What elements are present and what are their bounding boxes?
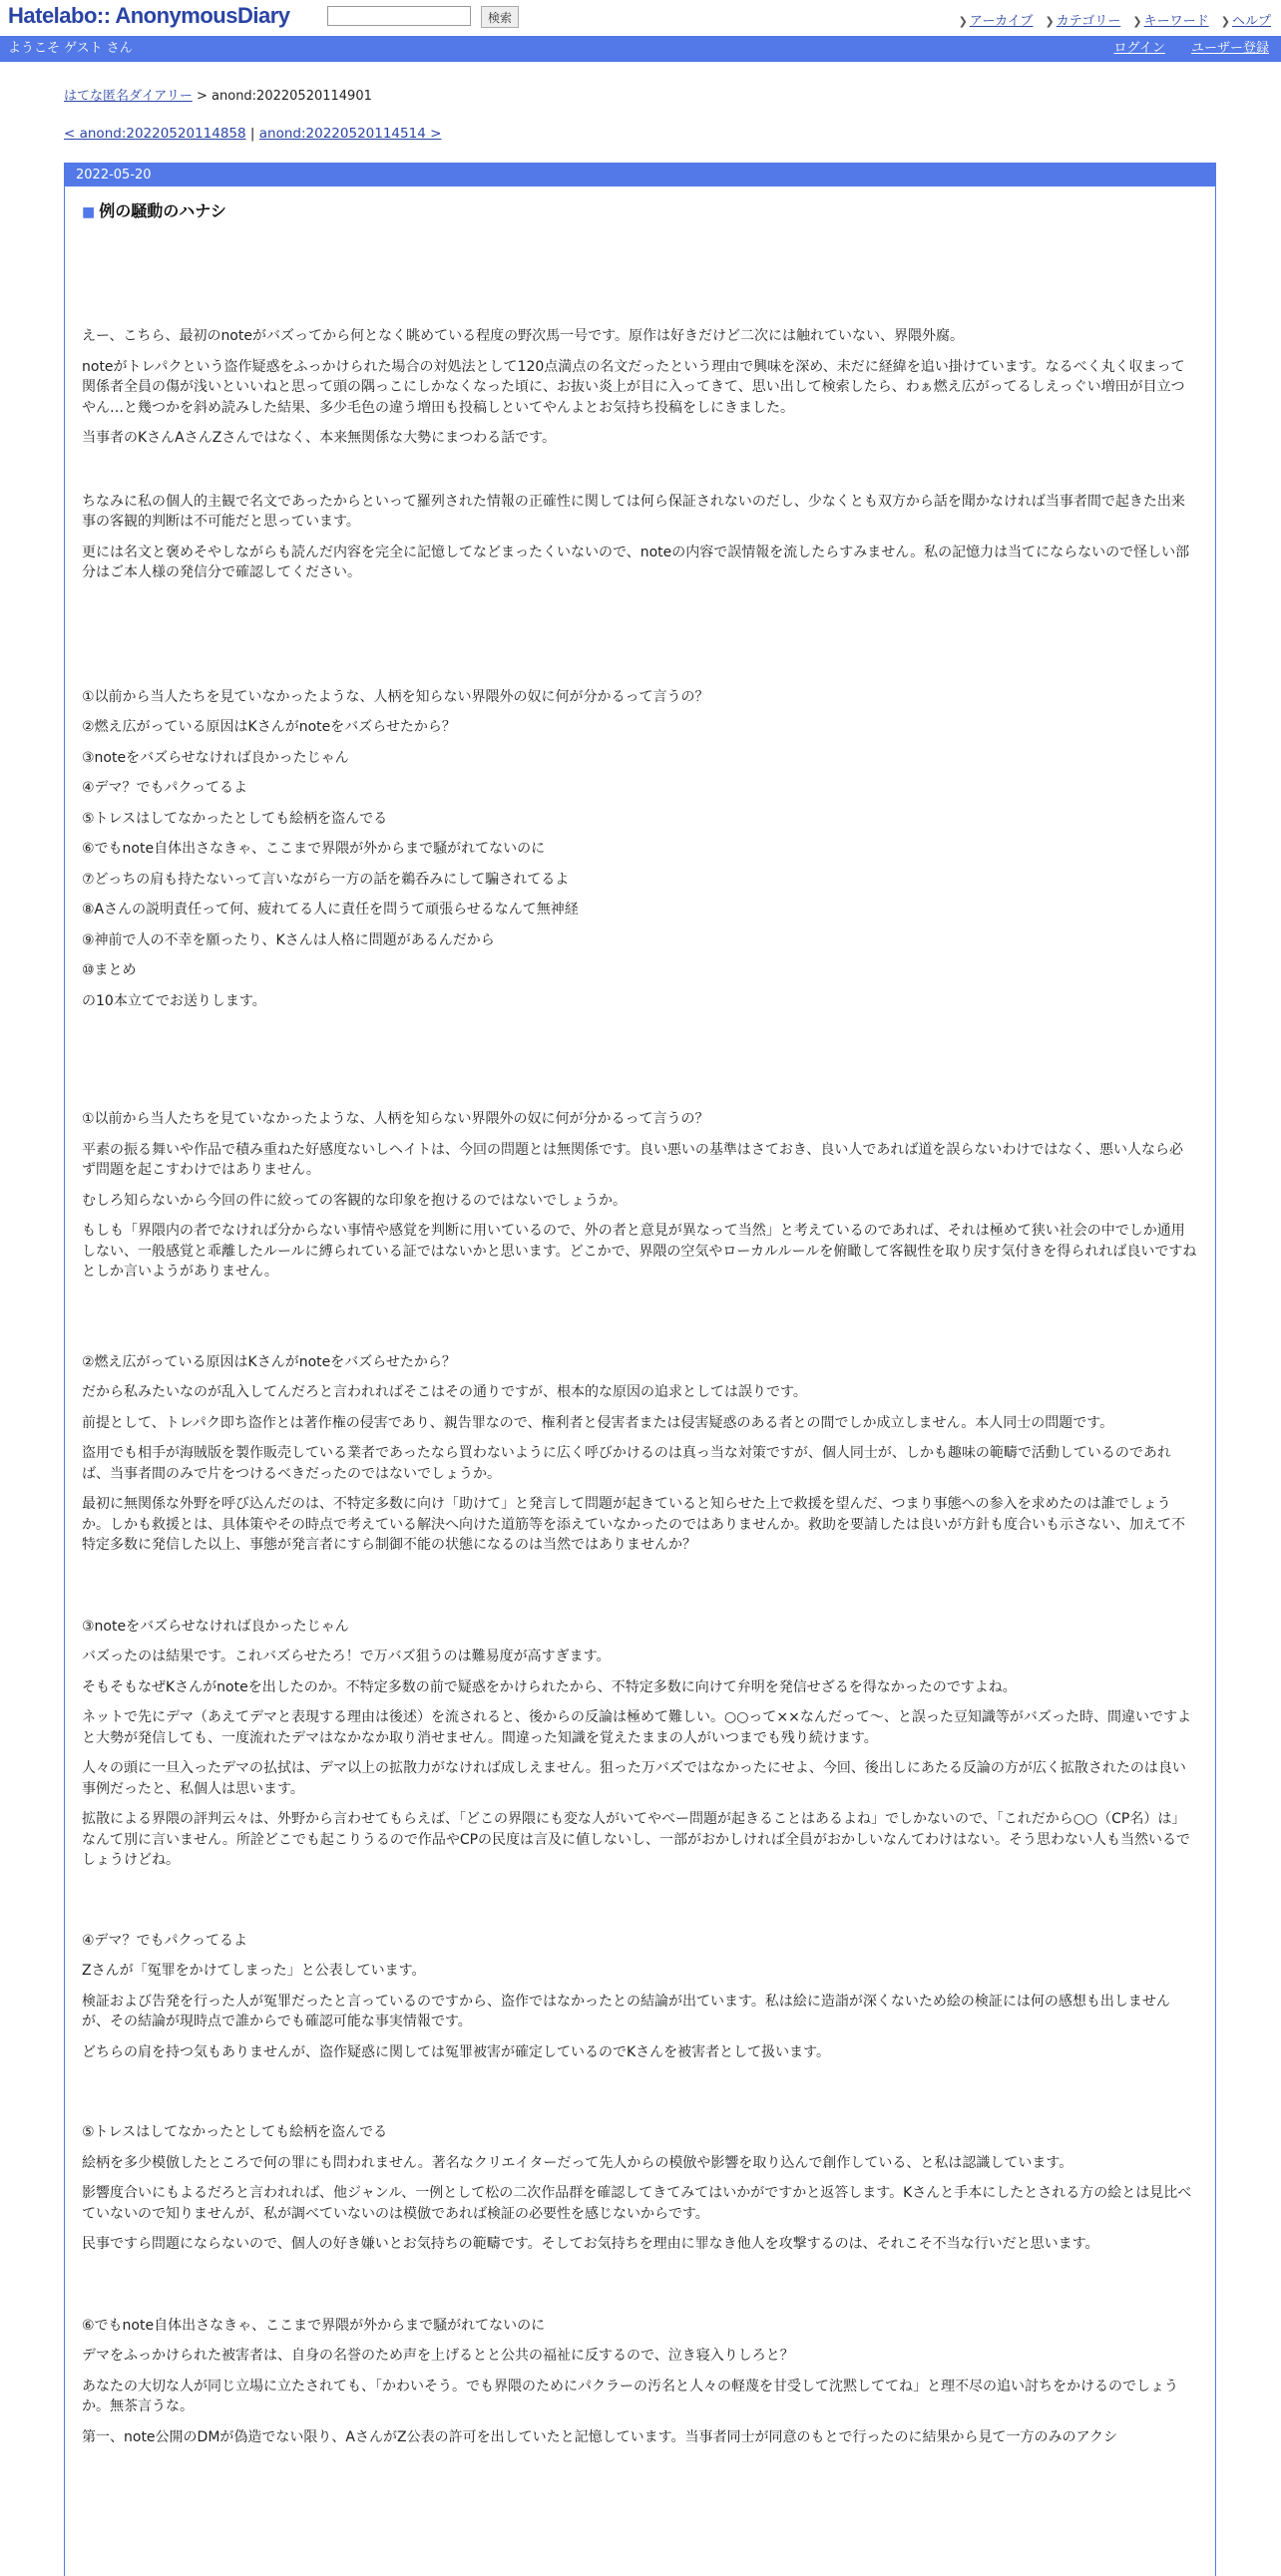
entry-paragraph: 盗用でも相手が海賊版を製作販売している業者であったなら買わないように広く呼びかけるのは真っ当な対策ですが、個人同士が、しかも趣味の範疇で活動しているのであれば、当事者間のみで片をつけるべきだったのではないでしょうか。: [82, 1445, 1171, 1482]
entry-paragraph: 更には名文と褒めそやしながらも読んだ内容を完全に記憶してなどまったくいないので、noteの内容で誤情報を流したらすみません。私の記憶力は当てにならないので怪しい部分はご本人様の発信分で確認してください。: [82, 544, 1190, 580]
entry-paragraph: ⑥でもnote自体出さなきゃ、ここまで界隈が外からまで騒がれてないのに: [82, 841, 546, 857]
title-square-icon[interactable]: ■: [82, 204, 96, 220]
entry-paragraph: むしろ知らないから今回の件に絞っての客観的な印象を抱けるのではないでしょうか。: [82, 1192, 627, 1209]
entry-paragraph: ①以前から当人たちを見ていなかったような、人柄を知らない界隈外の奴に何が分かるって言うの？: [82, 1111, 709, 1127]
pager-separator: |: [249, 126, 255, 142]
search-button[interactable]: 検索: [481, 6, 519, 28]
entry-paragraph: 人々の頭に一旦入ったデマの払拭は、デマ以上の拡散力がなければ成しえません。狙った万バズではなかったにせよ、今回、後出しにあたる反論の方が広く拡散されたのは良い事例だったと、私個人は思います。: [82, 1760, 1186, 1797]
entry-paragraph: ②燃え広がっている原因はKさんがnoteをバズらせたから？: [82, 1353, 456, 1370]
entry-date: 2022-05-20: [65, 164, 1215, 186]
day-section: [64, 163, 1216, 2576]
entry-paragraph: ⑤トレスはしてなかったとしても絵柄を盗んでる: [82, 2124, 388, 2140]
entry-paragraph: ①以前から当人たちを見ていなかったような、人柄を知らない界隈外の奴に何が分かるって言うの？: [82, 688, 709, 705]
entry-paragraph: Zさんが「冤罪をかけてしまった」と公表しています。: [82, 1963, 426, 1979]
next-entry-link[interactable]: anond:20220520114514 >: [258, 126, 442, 142]
archive-link[interactable]: アーカイブ: [969, 14, 1034, 29]
entry-paragraph: 拡散による界隈の評判云々は、外野から言わせてもらえば、「どこの界隈にも変な人がいてやべー問題が起きることはあるよね」でしかないので、「これだから○○（CP名）は」なんて別に言いません。所詮どこでも起こりうるので作品やCPの民度は言及に値しないし、一部がおかしければ全員がおかしいなんてわけはない。そう思わない人も当然いるでしょうけどね。: [82, 1811, 1190, 1868]
entry-paragraph: デマをふっかけられた被害者は、自身の名誉のため声を上げるとと公共の福祉に反するので、泣き寝入りしろと？: [82, 2348, 794, 2364]
entry-paragraph: 第一、note公開のDMが偽造でない限り、AさんがZ公表の許可を出していたと記憶しています。当事者同士が同意のもとで行ったのに結果から見て一方のみのアクシ: [82, 2428, 1118, 2445]
user-bar: [0, 36, 1281, 62]
entry-paragraph: どちらの肩を持つ気もありませんが、盗作疑惑に関しては冤罪被害が確定しているのでKさんを被害者として扱います。: [82, 2043, 831, 2060]
entry-pager: [64, 126, 441, 142]
entry-paragraph: 平素の振る舞いや作品で積み重ねた好感度ないしヘイトは、今回の問題とは無関係です。良い悪いの基準はさておき、良い人であれば道を誤らないわけではなく、悪い人なら必ず問題を起こすわけではありません。: [82, 1141, 1184, 1178]
breadcrumb-current: anond:20220520114901: [212, 89, 372, 104]
entry-paragraph: あなたの大切な人が同じ立場に立たされても、「かわいそう。でも界隈のためにパクラーの汚名と人々の軽蔑を甘受して沈黙しててね」と理不尽の追い討ちをかけるのでしょうか。無茶言うな。: [82, 2378, 1178, 2414]
entry-text: [82, 326, 1197, 2447]
site-logo[interactable]: Hatelabo:: AnonymousDiary: [8, 3, 290, 28]
breadcrumb-separator: >: [196, 89, 208, 104]
entry-paragraph: 前提として、トレパク即ち盗作とは著作権の侵害であり、親告罪なので、権利者と侵害者または侵害疑惑のある者との間でしか成立しません。本人同士の問題です。: [82, 1414, 1114, 1431]
entry-paragraph: ちなみに私の個人的主観で名文であったからといって羅列された情報の正確性に関しては何ら保証されないのだし、少なくとも双方から話を聞かなければ当事者間で起きた出来事の客観的判断は不可能だと思っています。: [82, 493, 1185, 530]
chevron-right-icon: ❯: [1132, 15, 1142, 28]
header: [0, 0, 1281, 36]
entry-paragraph: バズったのは結果です。これバズらせたろ！で万バズ狙うのは難易度が高すぎます。: [82, 1649, 611, 1664]
entry-paragraph: ⑤トレスはしてなかったとしても絵柄を盗んでる: [82, 810, 388, 827]
entry-paragraph: ⑥でもnote自体出さなきゃ、ここまで界隈が外からまで騒がれてないのに: [82, 2317, 546, 2334]
breadcrumb: [64, 85, 372, 104]
entry-title-text: 例の騒動のハナシ: [99, 201, 226, 220]
entry-paragraph: ⑧Aさんの説明責任って何、疲れてる人に責任を問うて頑張らせるなんて無神経: [82, 902, 579, 918]
entry-paragraph: ③noteをバズらせなければ良かったじゃん: [82, 749, 349, 766]
category-link[interactable]: カテゴリー: [1056, 14, 1121, 29]
chevron-right-icon: ❯: [958, 15, 968, 28]
header-links: [951, 10, 1271, 29]
entry-paragraph: ②燃え広がっている原因はKさんがnoteをバズらせたから？: [82, 719, 456, 735]
entry-body: [65, 186, 1215, 2447]
chevron-right-icon: ❯: [1220, 15, 1230, 28]
login-link[interactable]: ログイン: [1113, 41, 1165, 56]
entry-paragraph: そもそもなぜKさんがnoteを出したのか。不特定多数の前で疑惑をかけられたから、不特定多数に向けて弁明を発信せざるを得なかったのですよね。: [82, 1678, 1017, 1695]
entry-paragraph: もしも「界隈内の者でなければ分からない事情や感覚を判断に用いているので、外の者と意見が異なって当然」と考えているのであれば、それは極めて狭い社会の中でしか通用しない、一般感覚と乖離したルールに縛られている証ではないかと思います。どこかで、界隈の空気やローカルルールを俯瞰して客観性を取り戻す気付きを得られれば良いですねとしか言いようがありません。: [82, 1223, 1197, 1280]
welcome-text: ようこそ ゲスト さん: [8, 41, 133, 56]
entry-paragraph: ⑩まとめ: [82, 962, 137, 978]
entry-paragraph: ネットで先にデマ（あえてデマと表現する理由は後述）を流されると、後からの反論は極めて難しい。○○って××なんだって〜、と誤った豆知識等がバズった時、間違いですよと大勢が発信しても、一度流れたデマはなかなか取り消せません。間違った知識を覚えたままの人がいつまでも残り続けます。: [82, 1709, 1192, 1746]
entry-paragraph: の10本立てでお送りします。: [82, 992, 266, 1009]
entry-paragraph: ④デマ？でもパクってるよ: [82, 780, 247, 796]
help-link[interactable]: ヘルプ: [1231, 14, 1271, 29]
entry-paragraph: ⑦どっちの肩も持たないって言いながら一方の話を鵜呑みにして騙されてるよ: [82, 871, 570, 888]
entry-paragraph: noteがトレパクという盗作疑惑をふっかけられた場合の対処法として120点満点の名文だったという理由で興味を深め、未だに経緯を追い掛けています。なるべく丸く収まって関係者全員の傷が浅いといいねと思って頭の隅っこにしかなくなった頃に、お抜い炎上が目に入ってきて、思い出して検索したら、わぁ燃え広がってるしえっぐい増田が目立つやん…と幾つかを斜め読みした結果、多少毛色の違う増田も投稿しといてやんよとお気持ち投稿をしにきました。: [82, 358, 1185, 416]
entry-paragraph: 最初に無関係な外野を呼び込んだのは、不特定多数に向け「助けて」と発言して問題が起きていると知らせた上で救援を望んだ、つまり事態への参入を求めたのは誰でしょうか。しかも救援とは、具体策やその時点で考えている解決へ向けた道筋等を添えていなかったのではありませんか。救助を要請したは良いが方針も度合いも示さない、加えて不特定多数に発信した以上、事態が発言者にすら制御不能の状態になるのは当然ではありませんか？: [82, 1496, 1185, 1553]
entry-paragraph: ⑨神前で人の不幸を願ったり、Kさんは人格に問題があるんだから: [82, 931, 495, 948]
entry-paragraph: だから私みたいなのが乱入してんだろと言われればそこはその通りですが、根本的な原因の追求としては誤りです。: [82, 1384, 807, 1400]
entry-title: [82, 186, 1197, 230]
chevron-right-icon: ❯: [1045, 15, 1055, 28]
entry-paragraph: 当事者のKさんAさんZさんではなく、本来無関係な大勢にまつわる話です。: [82, 430, 556, 446]
keyword-link[interactable]: キーワード: [1143, 14, 1209, 29]
entry-paragraph: 検証および告発を行った人が冤罪だったと言っているのですから、盗作ではなかったとの結論が出ています。私は絵に造詣が深くないため絵の検証には何の感想も出しませんが、その結論が現時点で誰からでも確認可能な事実情報です。: [82, 1993, 1170, 2029]
search-input[interactable]: [327, 6, 471, 26]
entry-paragraph: 絵柄を多少模倣したところで何の罪にも問われません。著名なクリエイターだって先人からの模倣や影響を取り込んで創作している、と私は認識しています。: [82, 2154, 1073, 2171]
entry-paragraph: ④デマ？でもパクってるよ: [82, 1932, 247, 1949]
breadcrumb-home[interactable]: はてな匿名ダイアリー: [64, 89, 193, 104]
entry-paragraph: えー、こちら、最初のnoteがバズってから何となく眺めている程度の野次馬一号です。原作は好きだけど二次には触れていない、界隈外腐。: [82, 328, 964, 344]
entry-paragraph: 民事ですら問題にならないので、個人の好き嫌いとお気持ちの範疇です。そしてお気持ちを理由に罪なき他人を攻撃するのは、それこそ不当な行いだと思います。: [82, 2236, 1099, 2252]
prev-entry-link[interactable]: < anond:20220520114858: [64, 126, 246, 142]
register-link[interactable]: ユーザー登録: [1190, 41, 1269, 56]
entry-paragraph: ③noteをバズらせなければ良かったじゃん: [82, 1618, 349, 1635]
entry-paragraph: 影響度合いにもよるだろと言われれば、他ジャンル、一例として松の二次作品群を確認してきてみてはいかがですかと返答します。Kさんと手本にしたとされる方の絵とは見比べていないので知りませんが、私が調べていないのは模倣であれば検証の必要性を感じないからです。: [82, 2185, 1192, 2222]
